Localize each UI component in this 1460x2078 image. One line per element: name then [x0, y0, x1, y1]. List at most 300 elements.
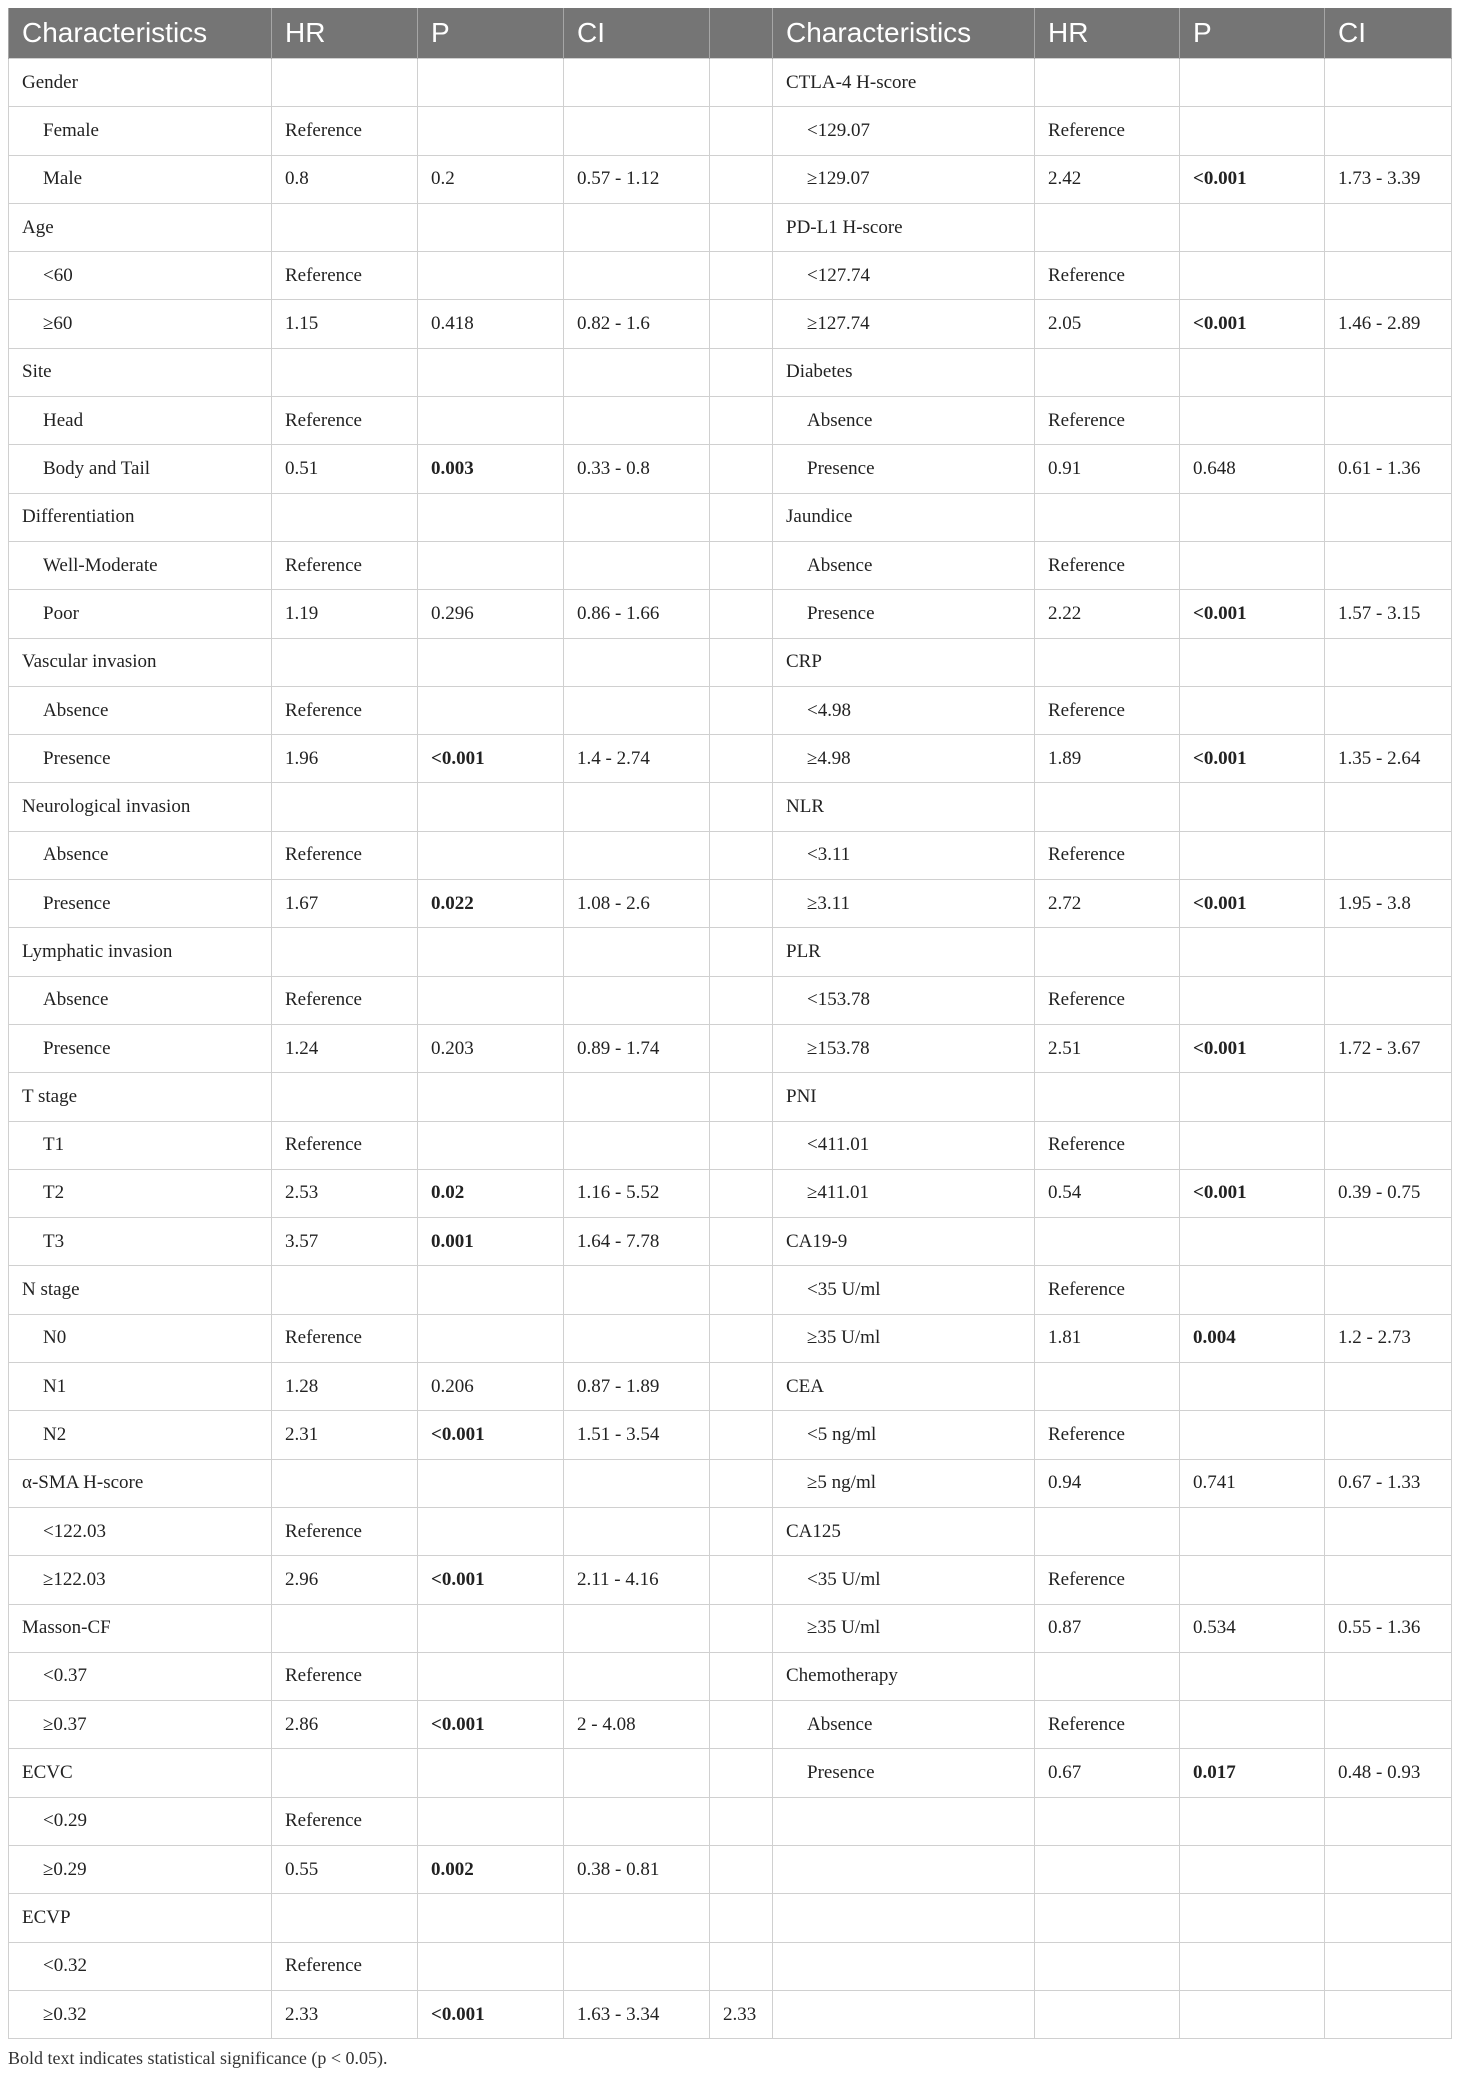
cell-characteristic-right — [773, 1797, 1035, 1845]
table-row — [9, 783, 1452, 831]
cell-hr-right: Reference — [1035, 541, 1180, 589]
table-wrapper — [8, 8, 1451, 2039]
cell-hr-left — [272, 1459, 418, 1507]
table-row — [9, 397, 1452, 445]
cell-ci-right: 1.57 - 3.15 — [1325, 590, 1452, 638]
table-row — [9, 541, 1452, 589]
cell-hr-left: Reference — [272, 397, 418, 445]
cell-p-left — [418, 1459, 564, 1507]
cell-characteristic-left: N2 — [9, 1411, 272, 1459]
table-row — [9, 1314, 1452, 1362]
cell-ci-left — [564, 1942, 710, 1990]
cell-extra — [710, 445, 773, 493]
cell-ci-left — [564, 1459, 710, 1507]
cell-p-right — [1180, 1266, 1325, 1314]
cell-ci-left — [564, 252, 710, 300]
cell-hr-left: Reference — [272, 976, 418, 1024]
cell-p-left: 0.001 — [418, 1218, 564, 1266]
cell-extra — [710, 638, 773, 686]
cell-ci-left — [564, 1797, 710, 1845]
cell-extra — [710, 541, 773, 589]
cell-hr-right: 2.42 — [1035, 155, 1180, 203]
cell-characteristic-left: Absence — [9, 976, 272, 1024]
cell-hr-left: Reference — [272, 1121, 418, 1169]
cell-ci-left — [564, 1121, 710, 1169]
cell-ci-left: 0.87 - 1.89 — [564, 1363, 710, 1411]
header-characteristics-right: Characteristics — [773, 8, 1035, 59]
cell-characteristic-right: <129.07 — [773, 107, 1035, 155]
cell-hr-right — [1035, 493, 1180, 541]
cell-p-right — [1180, 1845, 1325, 1893]
cell-ci-left: 0.57 - 1.12 — [564, 155, 710, 203]
cell-hr-right — [1035, 1845, 1180, 1893]
cell-hr-left — [272, 1604, 418, 1652]
cell-hr-left: Reference — [272, 252, 418, 300]
cell-characteristic-left: ≥122.03 — [9, 1556, 272, 1604]
cell-ci-left — [564, 831, 710, 879]
header-p-right: P — [1180, 8, 1325, 59]
cell-characteristic-left: T3 — [9, 1218, 272, 1266]
cell-hr-left: 3.57 — [272, 1218, 418, 1266]
cell-p-left: 0.418 — [418, 300, 564, 348]
cell-ci-left: 1.64 - 7.78 — [564, 1218, 710, 1266]
cell-characteristic-left: ≥0.32 — [9, 1990, 272, 2038]
cell-ci-right — [1325, 348, 1452, 396]
cell-hr-right — [1035, 1990, 1180, 2038]
cell-ci-right: 0.55 - 1.36 — [1325, 1604, 1452, 1652]
cell-characteristic-right: Presence — [773, 1749, 1035, 1797]
cell-extra — [710, 252, 773, 300]
cell-p-left: 0.002 — [418, 1845, 564, 1893]
header-ci-left: CI — [564, 8, 710, 59]
cell-hr-left: 1.15 — [272, 300, 418, 348]
cell-characteristic-left: Presence — [9, 735, 272, 783]
cell-characteristic-right: <35 U/ml — [773, 1266, 1035, 1314]
cell-extra — [710, 397, 773, 445]
cell-hr-right: 2.05 — [1035, 300, 1180, 348]
cell-p-right — [1180, 783, 1325, 831]
cell-extra — [710, 1024, 773, 1072]
cell-hr-left — [272, 203, 418, 251]
cell-p-left — [418, 1604, 564, 1652]
cell-p-left — [418, 1314, 564, 1362]
cell-extra — [710, 880, 773, 928]
cell-p-right: 0.741 — [1180, 1459, 1325, 1507]
table-row — [9, 735, 1452, 783]
cell-p-left: 0.02 — [418, 1169, 564, 1217]
cell-hr-right: Reference — [1035, 686, 1180, 734]
table-row — [9, 1411, 1452, 1459]
cell-extra — [710, 1556, 773, 1604]
cell-characteristic-left: N stage — [9, 1266, 272, 1314]
cell-p-right — [1180, 493, 1325, 541]
footnote: Bold text indicates statistical significance (p < 0.05). — [8, 2048, 388, 2068]
cell-p-left — [418, 107, 564, 155]
cell-characteristic-right — [773, 1894, 1035, 1942]
cell-p-left — [418, 831, 564, 879]
cell-characteristic-left: T1 — [9, 1121, 272, 1169]
cell-hr-right: 0.54 — [1035, 1169, 1180, 1217]
cell-ci-left — [564, 928, 710, 976]
cell-characteristic-left: Poor — [9, 590, 272, 638]
cell-p-right — [1180, 1652, 1325, 1700]
cell-characteristic-right: <3.11 — [773, 831, 1035, 879]
cell-characteristic-right: ≥5 ng/ml — [773, 1459, 1035, 1507]
cell-p-left — [418, 1749, 564, 1797]
cell-extra — [710, 1701, 773, 1749]
cell-ci-right: 0.48 - 0.93 — [1325, 1749, 1452, 1797]
cell-ci-left: 1.08 - 2.6 — [564, 880, 710, 928]
cell-p-left: 0.003 — [418, 445, 564, 493]
cell-characteristic-right: PD-L1 H-score — [773, 203, 1035, 251]
cell-ci-right — [1325, 1121, 1452, 1169]
cell-hr-left: Reference — [272, 1942, 418, 1990]
cell-extra — [710, 300, 773, 348]
cell-hr-right: 0.67 — [1035, 1749, 1180, 1797]
cell-ci-left — [564, 397, 710, 445]
cell-p-right — [1180, 1073, 1325, 1121]
cell-characteristic-right: CA19-9 — [773, 1218, 1035, 1266]
cell-hr-right: Reference — [1035, 1556, 1180, 1604]
cell-p-right — [1180, 638, 1325, 686]
cell-characteristic-left: T2 — [9, 1169, 272, 1217]
cell-extra — [710, 831, 773, 879]
cell-extra — [710, 493, 773, 541]
cell-p-left — [418, 686, 564, 734]
cell-p-right — [1180, 1556, 1325, 1604]
cell-extra — [710, 1459, 773, 1507]
cell-ci-left: 0.38 - 0.81 — [564, 1845, 710, 1893]
cell-p-left — [418, 1797, 564, 1845]
cell-characteristic-right: PNI — [773, 1073, 1035, 1121]
cell-ci-left — [564, 1314, 710, 1362]
cell-hr-right — [1035, 1894, 1180, 1942]
table-row — [9, 59, 1452, 107]
cell-ci-right — [1325, 1556, 1452, 1604]
cell-hr-right — [1035, 928, 1180, 976]
cell-ci-right: 1.46 - 2.89 — [1325, 300, 1452, 348]
cell-hr-left: Reference — [272, 1652, 418, 1700]
table-row — [9, 1604, 1452, 1652]
cell-p-left: <0.001 — [418, 1990, 564, 2038]
cell-p-left — [418, 59, 564, 107]
table-row — [9, 590, 1452, 638]
cell-characteristic-left: Site — [9, 348, 272, 396]
cell-p-right: 0.004 — [1180, 1314, 1325, 1362]
cell-hr-right: Reference — [1035, 831, 1180, 879]
cell-characteristic-left: Male — [9, 155, 272, 203]
cell-ci-right: 1.73 - 3.39 — [1325, 155, 1452, 203]
cell-characteristic-right: CTLA-4 H-score — [773, 59, 1035, 107]
cell-extra — [710, 1894, 773, 1942]
cell-characteristic-right: ≥4.98 — [773, 735, 1035, 783]
cell-p-right — [1180, 928, 1325, 976]
cell-extra — [710, 203, 773, 251]
cell-p-left — [418, 1121, 564, 1169]
cell-hr-left — [272, 1266, 418, 1314]
cell-extra — [710, 1266, 773, 1314]
table-row — [9, 1942, 1452, 1990]
cell-characteristic-right: ≥3.11 — [773, 880, 1035, 928]
cell-characteristic-right: <411.01 — [773, 1121, 1035, 1169]
table-row — [9, 638, 1452, 686]
cell-ci-left: 0.89 - 1.74 — [564, 1024, 710, 1072]
cell-p-right — [1180, 1701, 1325, 1749]
table-row — [9, 880, 1452, 928]
cell-ci-left — [564, 1749, 710, 1797]
cell-hr-left — [272, 59, 418, 107]
cell-ci-right — [1325, 1266, 1452, 1314]
cell-extra — [710, 928, 773, 976]
cell-ci-right — [1325, 59, 1452, 107]
cell-characteristic-left: Body and Tail — [9, 445, 272, 493]
cell-extra — [710, 783, 773, 831]
cell-ci-left — [564, 1604, 710, 1652]
cell-characteristic-left: ECVP — [9, 1894, 272, 1942]
cell-characteristic-left: Masson-CF — [9, 1604, 272, 1652]
cell-hr-left — [272, 928, 418, 976]
cell-p-right: 0.017 — [1180, 1749, 1325, 1797]
cell-p-right — [1180, 107, 1325, 155]
cell-hr-right: Reference — [1035, 1121, 1180, 1169]
cell-hr-right — [1035, 1797, 1180, 1845]
cell-extra — [710, 1749, 773, 1797]
cell-p-right: <0.001 — [1180, 300, 1325, 348]
cell-p-left — [418, 541, 564, 589]
cell-hr-left: Reference — [272, 1507, 418, 1555]
table-body — [9, 59, 1452, 2039]
cell-characteristic-left: Age — [9, 203, 272, 251]
cell-hr-left: 1.24 — [272, 1024, 418, 1072]
cell-characteristic-left: Absence — [9, 686, 272, 734]
cell-hr-left: 2.96 — [272, 1556, 418, 1604]
cell-ci-right — [1325, 1942, 1452, 1990]
cell-characteristic-right: Presence — [773, 445, 1035, 493]
cell-hr-right: Reference — [1035, 397, 1180, 445]
cell-characteristic-left: T stage — [9, 1073, 272, 1121]
cell-extra — [710, 1845, 773, 1893]
cell-characteristic-left: Presence — [9, 880, 272, 928]
cell-characteristic-left: Absence — [9, 831, 272, 879]
cell-extra — [710, 1411, 773, 1459]
cell-hr-left — [272, 1749, 418, 1797]
cell-ci-right: 1.72 - 3.67 — [1325, 1024, 1452, 1072]
cell-ci-left: 1.63 - 3.34 — [564, 1990, 710, 2038]
cell-p-left — [418, 638, 564, 686]
cell-characteristic-right: CA125 — [773, 1507, 1035, 1555]
cell-ci-left — [564, 1073, 710, 1121]
cell-extra — [710, 1218, 773, 1266]
cell-p-right — [1180, 59, 1325, 107]
cell-characteristic-left: Vascular invasion — [9, 638, 272, 686]
cell-p-right — [1180, 1411, 1325, 1459]
cell-ci-left — [564, 493, 710, 541]
cell-p-right: 0.534 — [1180, 1604, 1325, 1652]
cell-hr-left: 2.31 — [272, 1411, 418, 1459]
cell-ci-right — [1325, 1218, 1452, 1266]
cell-ci-right — [1325, 1701, 1452, 1749]
cell-characteristic-right — [773, 1942, 1035, 1990]
cell-hr-right — [1035, 1507, 1180, 1555]
cell-hr-left: 2.86 — [272, 1701, 418, 1749]
cell-hr-left: 0.8 — [272, 155, 418, 203]
cell-ci-left — [564, 1507, 710, 1555]
cell-extra — [710, 1797, 773, 1845]
cell-p-right — [1180, 397, 1325, 445]
cell-characteristic-left: <122.03 — [9, 1507, 272, 1555]
cell-extra — [710, 59, 773, 107]
cell-hr-right: Reference — [1035, 1411, 1180, 1459]
table-header-row — [9, 8, 1452, 59]
cell-extra — [710, 1652, 773, 1700]
header-hr-left: HR — [272, 8, 418, 59]
cell-p-left: <0.001 — [418, 1411, 564, 1459]
cell-hr-left — [272, 1073, 418, 1121]
cell-hr-left — [272, 638, 418, 686]
table-row — [9, 1894, 1452, 1942]
cell-p-right — [1180, 1942, 1325, 1990]
cell-p-left — [418, 1942, 564, 1990]
cell-hr-left: 0.51 — [272, 445, 418, 493]
cell-p-right — [1180, 541, 1325, 589]
cell-hr-left: Reference — [272, 107, 418, 155]
cell-p-right — [1180, 348, 1325, 396]
cell-p-right: <0.001 — [1180, 880, 1325, 928]
cell-p-left — [418, 1266, 564, 1314]
cell-extra — [710, 1604, 773, 1652]
cell-characteristic-right — [773, 1845, 1035, 1893]
cell-ci-left — [564, 203, 710, 251]
cell-p-left — [418, 1507, 564, 1555]
cell-ci-right — [1325, 1507, 1452, 1555]
cell-ci-left: 0.82 - 1.6 — [564, 300, 710, 348]
table-row — [9, 1218, 1452, 1266]
cell-characteristic-right: PLR — [773, 928, 1035, 976]
cell-ci-right — [1325, 1894, 1452, 1942]
cell-ci-right — [1325, 1990, 1452, 2038]
cell-ci-left — [564, 541, 710, 589]
cell-hr-left: 1.67 — [272, 880, 418, 928]
cell-characteristic-right: <5 ng/ml — [773, 1411, 1035, 1459]
cell-characteristic-right: Absence — [773, 397, 1035, 445]
cell-characteristic-left: α-SMA H-score — [9, 1459, 272, 1507]
cell-ci-right — [1325, 107, 1452, 155]
cell-ci-right — [1325, 783, 1452, 831]
cell-characteristic-right: <35 U/ml — [773, 1556, 1035, 1604]
cell-characteristic-left: Lymphatic invasion — [9, 928, 272, 976]
table-row — [9, 300, 1452, 348]
cell-ci-left — [564, 686, 710, 734]
cell-characteristic-right: ≥35 U/ml — [773, 1314, 1035, 1362]
table-row — [9, 1797, 1452, 1845]
cell-characteristic-left: Female — [9, 107, 272, 155]
cell-characteristic-right: NLR — [773, 783, 1035, 831]
cell-hr-right: Reference — [1035, 1701, 1180, 1749]
cell-extra — [710, 1121, 773, 1169]
cell-hr-left: Reference — [272, 1797, 418, 1845]
cell-ci-right: 1.35 - 2.64 — [1325, 735, 1452, 783]
table-row — [9, 1073, 1452, 1121]
cell-hr-right — [1035, 203, 1180, 251]
cell-characteristic-right: Absence — [773, 541, 1035, 589]
cell-p-left: 0.2 — [418, 155, 564, 203]
cell-ci-right — [1325, 203, 1452, 251]
cell-characteristic-left: Differentiation — [9, 493, 272, 541]
cell-ci-right — [1325, 1845, 1452, 1893]
cell-extra — [710, 1507, 773, 1555]
cell-p-left — [418, 203, 564, 251]
cell-characteristic-right: Absence — [773, 1701, 1035, 1749]
table-row — [9, 976, 1452, 1024]
cell-p-right — [1180, 1363, 1325, 1411]
cell-characteristic-left: ≥0.29 — [9, 1845, 272, 1893]
header-hr-right: HR — [1035, 8, 1180, 59]
cell-extra — [710, 1942, 773, 1990]
cell-hr-right: 0.94 — [1035, 1459, 1180, 1507]
cell-characteristic-right: Diabetes — [773, 348, 1035, 396]
cell-characteristic-right: ≥127.74 — [773, 300, 1035, 348]
cell-ci-left — [564, 348, 710, 396]
cell-ci-right: 1.95 - 3.8 — [1325, 880, 1452, 928]
cell-hr-right: 1.81 — [1035, 1314, 1180, 1362]
cell-p-right — [1180, 1797, 1325, 1845]
cell-ci-left: 1.4 - 2.74 — [564, 735, 710, 783]
cell-ci-left — [564, 107, 710, 155]
cell-extra: 2.33 — [710, 1990, 773, 2038]
cell-hr-right: 0.91 — [1035, 445, 1180, 493]
cell-hr-right — [1035, 1218, 1180, 1266]
cell-p-right: 0.648 — [1180, 445, 1325, 493]
cell-ci-right — [1325, 1363, 1452, 1411]
cell-characteristic-left: ≥60 — [9, 300, 272, 348]
cell-hr-left — [272, 348, 418, 396]
cell-extra — [710, 590, 773, 638]
cell-characteristic-right: <127.74 — [773, 252, 1035, 300]
cell-characteristic-right: Jaundice — [773, 493, 1035, 541]
cell-characteristic-right: <153.78 — [773, 976, 1035, 1024]
cell-hr-left: Reference — [272, 541, 418, 589]
cell-characteristic-left: <0.29 — [9, 1797, 272, 1845]
cell-hr-left: 1.28 — [272, 1363, 418, 1411]
cell-p-left: <0.001 — [418, 1556, 564, 1604]
cell-p-left — [418, 252, 564, 300]
cell-characteristic-left: <0.32 — [9, 1942, 272, 1990]
cell-p-left — [418, 397, 564, 445]
cell-extra — [710, 1314, 773, 1362]
cell-ci-left — [564, 1894, 710, 1942]
cell-hr-right: 2.72 — [1035, 880, 1180, 928]
cell-extra — [710, 348, 773, 396]
cell-characteristic-right: <4.98 — [773, 686, 1035, 734]
cell-ci-left: 2.11 - 4.16 — [564, 1556, 710, 1604]
table-row — [9, 1121, 1452, 1169]
cell-hr-right: Reference — [1035, 107, 1180, 155]
cell-p-left — [418, 783, 564, 831]
cell-ci-right — [1325, 1652, 1452, 1700]
cell-hr-right — [1035, 1652, 1180, 1700]
cell-p-left — [418, 1073, 564, 1121]
cell-ci-right: 0.61 - 1.36 — [1325, 445, 1452, 493]
cell-ci-left — [564, 1652, 710, 1700]
cell-characteristic-left: ≥0.37 — [9, 1701, 272, 1749]
cell-p-right: <0.001 — [1180, 1024, 1325, 1072]
cell-ci-right: 1.2 - 2.73 — [1325, 1314, 1452, 1362]
table-row — [9, 1556, 1452, 1604]
table-row — [9, 1701, 1452, 1749]
cell-characteristic-right — [773, 1990, 1035, 2038]
table-row — [9, 1169, 1452, 1217]
cell-p-right — [1180, 203, 1325, 251]
